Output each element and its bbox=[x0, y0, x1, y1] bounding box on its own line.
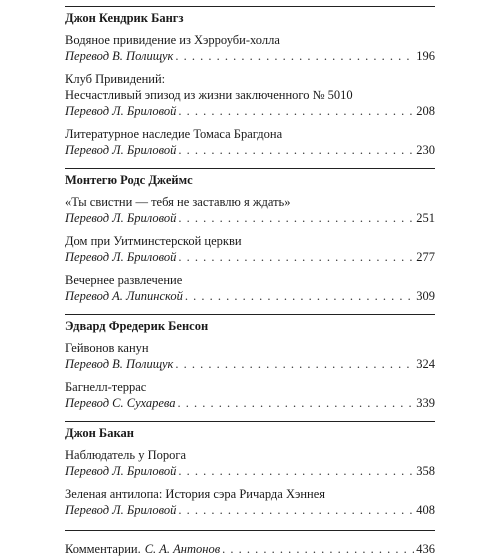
dot-leader bbox=[178, 463, 414, 479]
section-author: Джон Бакан bbox=[65, 426, 134, 440]
dot-leader bbox=[185, 288, 414, 304]
dot-leader bbox=[178, 502, 414, 518]
comments-page-number: 436 bbox=[416, 542, 435, 556]
entry-title: «Ты свистни — тебя не заставлю я ждать» bbox=[65, 195, 291, 209]
entry-translator-row bbox=[65, 210, 435, 226]
entry-page-number: 324 bbox=[416, 357, 435, 371]
entry-title: Клуб Привидений: bbox=[65, 72, 166, 86]
toc-section bbox=[65, 6, 435, 26]
entry-translator-row bbox=[65, 288, 435, 304]
toc-section bbox=[65, 314, 435, 334]
dot-leader bbox=[178, 103, 414, 119]
entry-translator: Перевод Л. Бриловой bbox=[65, 211, 177, 225]
entry-page-number: 277 bbox=[416, 250, 435, 264]
entry-translator: Перевод В. Полищук bbox=[65, 357, 174, 371]
entry-translator: Перевод А. Липинской bbox=[65, 289, 183, 303]
comments-label: Комментарии. bbox=[65, 542, 141, 556]
entry-page-number: 358 bbox=[416, 464, 435, 478]
toc-entry bbox=[65, 194, 435, 226]
entry-page-number: 408 bbox=[416, 503, 435, 517]
entry-translator-row bbox=[65, 142, 435, 158]
entry-title: Зеленая антилопа: История сэра Ричарда Хэннея bbox=[65, 487, 326, 501]
entry-title: Багнелл-террас bbox=[65, 380, 147, 394]
entry-page-number: 251 bbox=[416, 211, 435, 225]
toc-entry bbox=[65, 71, 435, 119]
section-entries bbox=[65, 32, 435, 158]
entry-title: Вечернее развлечение bbox=[65, 273, 183, 287]
entry-translator-row bbox=[65, 356, 435, 372]
entry-title: Водяное привидение из Хэрроуби-холла bbox=[65, 33, 280, 47]
toc-section bbox=[65, 168, 435, 188]
comments-row bbox=[65, 541, 435, 557]
entry-page-number: 309 bbox=[416, 289, 435, 303]
entry-title: Литературное наследие Томаса Брагдона bbox=[65, 127, 283, 141]
entry-translator: Перевод В. Полищук bbox=[65, 49, 174, 63]
toc-section bbox=[65, 421, 435, 441]
toc-entry bbox=[65, 272, 435, 304]
entry-translator-row bbox=[65, 103, 435, 119]
comments-section bbox=[65, 530, 435, 557]
section-author: Монтегю Родс Джеймс bbox=[65, 173, 193, 187]
entry-translator-row bbox=[65, 502, 435, 518]
dot-leader bbox=[178, 142, 414, 158]
section-author: Эдвард Фредерик Бенсон bbox=[65, 319, 209, 333]
toc-entry bbox=[65, 379, 435, 411]
dot-leader bbox=[178, 395, 415, 411]
entry-title-line-2: Несчастливый эпизод из жизни заключенного № 5010 bbox=[65, 88, 353, 102]
dot-leader bbox=[222, 541, 414, 557]
dot-leader bbox=[175, 48, 414, 64]
dot-leader bbox=[178, 210, 414, 226]
entry-translator-row bbox=[65, 48, 435, 64]
entry-translator-row bbox=[65, 463, 435, 479]
toc-entry bbox=[65, 447, 435, 479]
entry-title: Наблюдатель у Порога bbox=[65, 448, 187, 462]
toc-entry bbox=[65, 32, 435, 64]
entry-page-number: 196 bbox=[416, 49, 435, 63]
entry-translator: Перевод Л. Бриловой bbox=[65, 503, 177, 517]
toc-entry bbox=[65, 486, 435, 518]
toc-entry bbox=[65, 233, 435, 265]
dot-leader bbox=[175, 356, 414, 372]
entry-page-number: 339 bbox=[416, 396, 435, 410]
entry-title: Дом при Уитминстерской церкви bbox=[65, 234, 242, 248]
entry-translator: Перевод Л. Бриловой bbox=[65, 464, 177, 478]
section-entries bbox=[65, 447, 435, 518]
dot-leader bbox=[178, 249, 414, 265]
entry-translator-row bbox=[65, 249, 435, 265]
entry-title: Гейвонов канун bbox=[65, 341, 149, 355]
toc-entry bbox=[65, 340, 435, 372]
entry-translator: Перевод Л. Бриловой bbox=[65, 250, 177, 264]
toc-entry bbox=[65, 126, 435, 158]
entry-page-number: 208 bbox=[416, 104, 435, 118]
entry-translator: Перевод Л. Бриловой bbox=[65, 143, 177, 157]
entry-translator: Перевод С. Сухарева bbox=[65, 396, 176, 410]
entry-translator: Перевод Л. Бриловой bbox=[65, 104, 177, 118]
comments-author: С. А. Антонов bbox=[144, 542, 221, 556]
section-entries bbox=[65, 194, 435, 304]
section-author: Джон Кендрик Бангз bbox=[65, 11, 184, 25]
section-entries bbox=[65, 340, 435, 411]
entry-page-number: 230 bbox=[416, 143, 435, 157]
entry-translator-row bbox=[65, 395, 435, 411]
